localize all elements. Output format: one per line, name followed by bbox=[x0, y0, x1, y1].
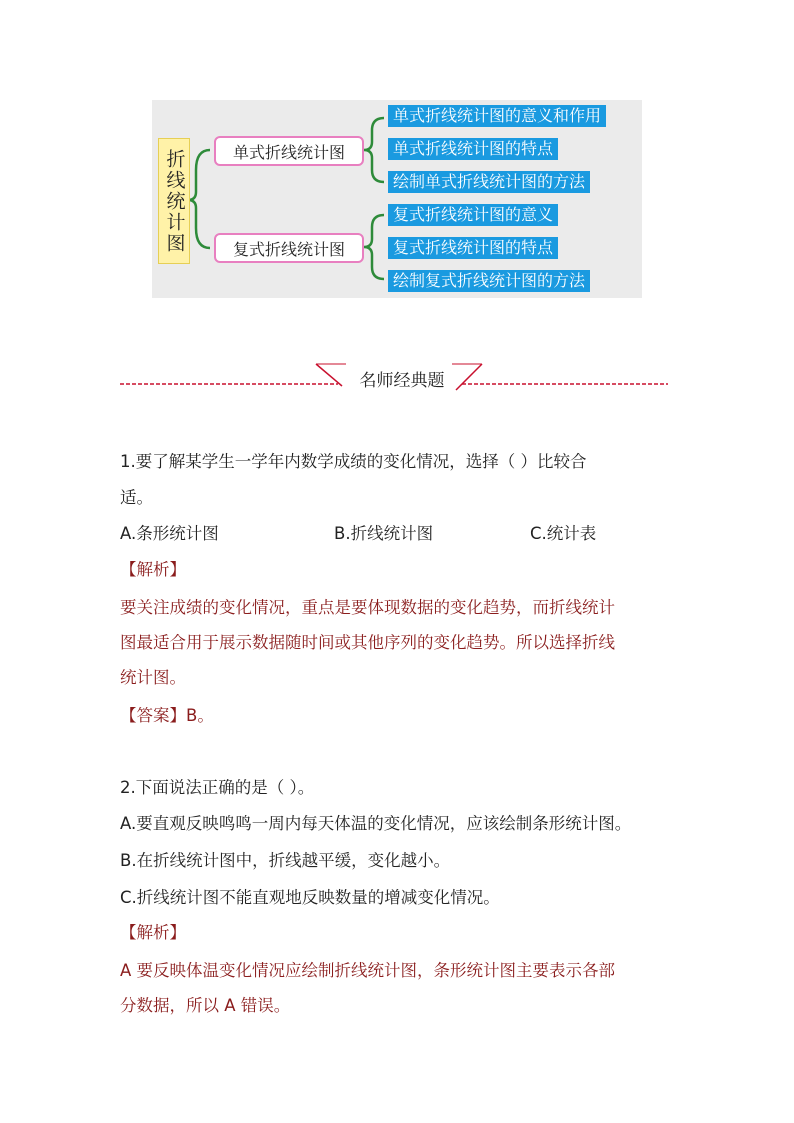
q2-analysis-line2: 分数据，所以 A 错误。 bbox=[120, 996, 291, 1015]
branch-compound-line-chart: 复式折线统计图 bbox=[214, 233, 364, 263]
q2-option-c: C.折线统计图不能直观地反映数量的增减变化情况。 bbox=[120, 888, 500, 907]
mind-map-root: 折线统计图 bbox=[158, 138, 190, 264]
leaf-single-features: 单式折线统计图的特点 bbox=[388, 138, 558, 160]
q1-option-c: C.统计表 bbox=[530, 524, 597, 543]
leaf-compound-meaning: 复式折线统计图的意义 bbox=[388, 204, 558, 226]
q2-analysis-line1: A 要反映体温变化情况应绘制折线统计图，条形统计图主要表示各部 bbox=[120, 961, 616, 980]
q1-stem-line1: 1.要了解某学生一学年内数学成绩的变化情况，选择（ ）比较合 bbox=[120, 452, 587, 471]
q1-option-a: A.条形统计图 bbox=[120, 524, 219, 543]
branch-single-line-chart: 单式折线统计图 bbox=[214, 136, 364, 166]
section-title bbox=[120, 356, 668, 396]
q1-analysis-line2: 图最适合用于展示数据随时间或其他序列的变化趋势。所以选择折线 bbox=[120, 633, 615, 652]
q1-answer-value: B。 bbox=[186, 706, 214, 725]
q2-option-a: A.要直观反映鸣鸣一周内每天体温的变化情况，应该绘制条形统计图。 bbox=[120, 814, 632, 833]
q1-analysis-line3: 统计图。 bbox=[120, 668, 186, 687]
leaf-compound-features: 复式折线统计图的特点 bbox=[388, 237, 558, 259]
q2-option-b: B.在折线统计图中，折线越平缓，变化越小。 bbox=[120, 851, 451, 870]
q1-option-b: B.折线统计图 bbox=[334, 524, 434, 543]
mind-map bbox=[152, 100, 642, 298]
leaf-single-method: 绘制单式折线统计图的方法 bbox=[388, 171, 590, 193]
q1-stem-line2: 适。 bbox=[120, 488, 153, 507]
mind-map-braces bbox=[152, 100, 642, 298]
section-title-text: 名师经典题 bbox=[359, 371, 445, 391]
q2-stem: 2.下面说法正确的是（ ）。 bbox=[120, 778, 315, 797]
q1-answer-label: 【答案】 bbox=[120, 706, 186, 725]
q1-answer bbox=[120, 702, 214, 726]
leaf-compound-method: 绘制复式折线统计图的方法 bbox=[388, 270, 590, 292]
q1-analysis-label: 【解析】 bbox=[120, 560, 186, 579]
q1-analysis-line1: 要关注成绩的变化情况，重点是要体现数据的变化趋势，而折线统计 bbox=[120, 598, 615, 617]
leaf-single-meaning: 单式折线统计图的意义和作用 bbox=[388, 105, 606, 127]
q2-analysis-label: 【解析】 bbox=[120, 923, 186, 942]
